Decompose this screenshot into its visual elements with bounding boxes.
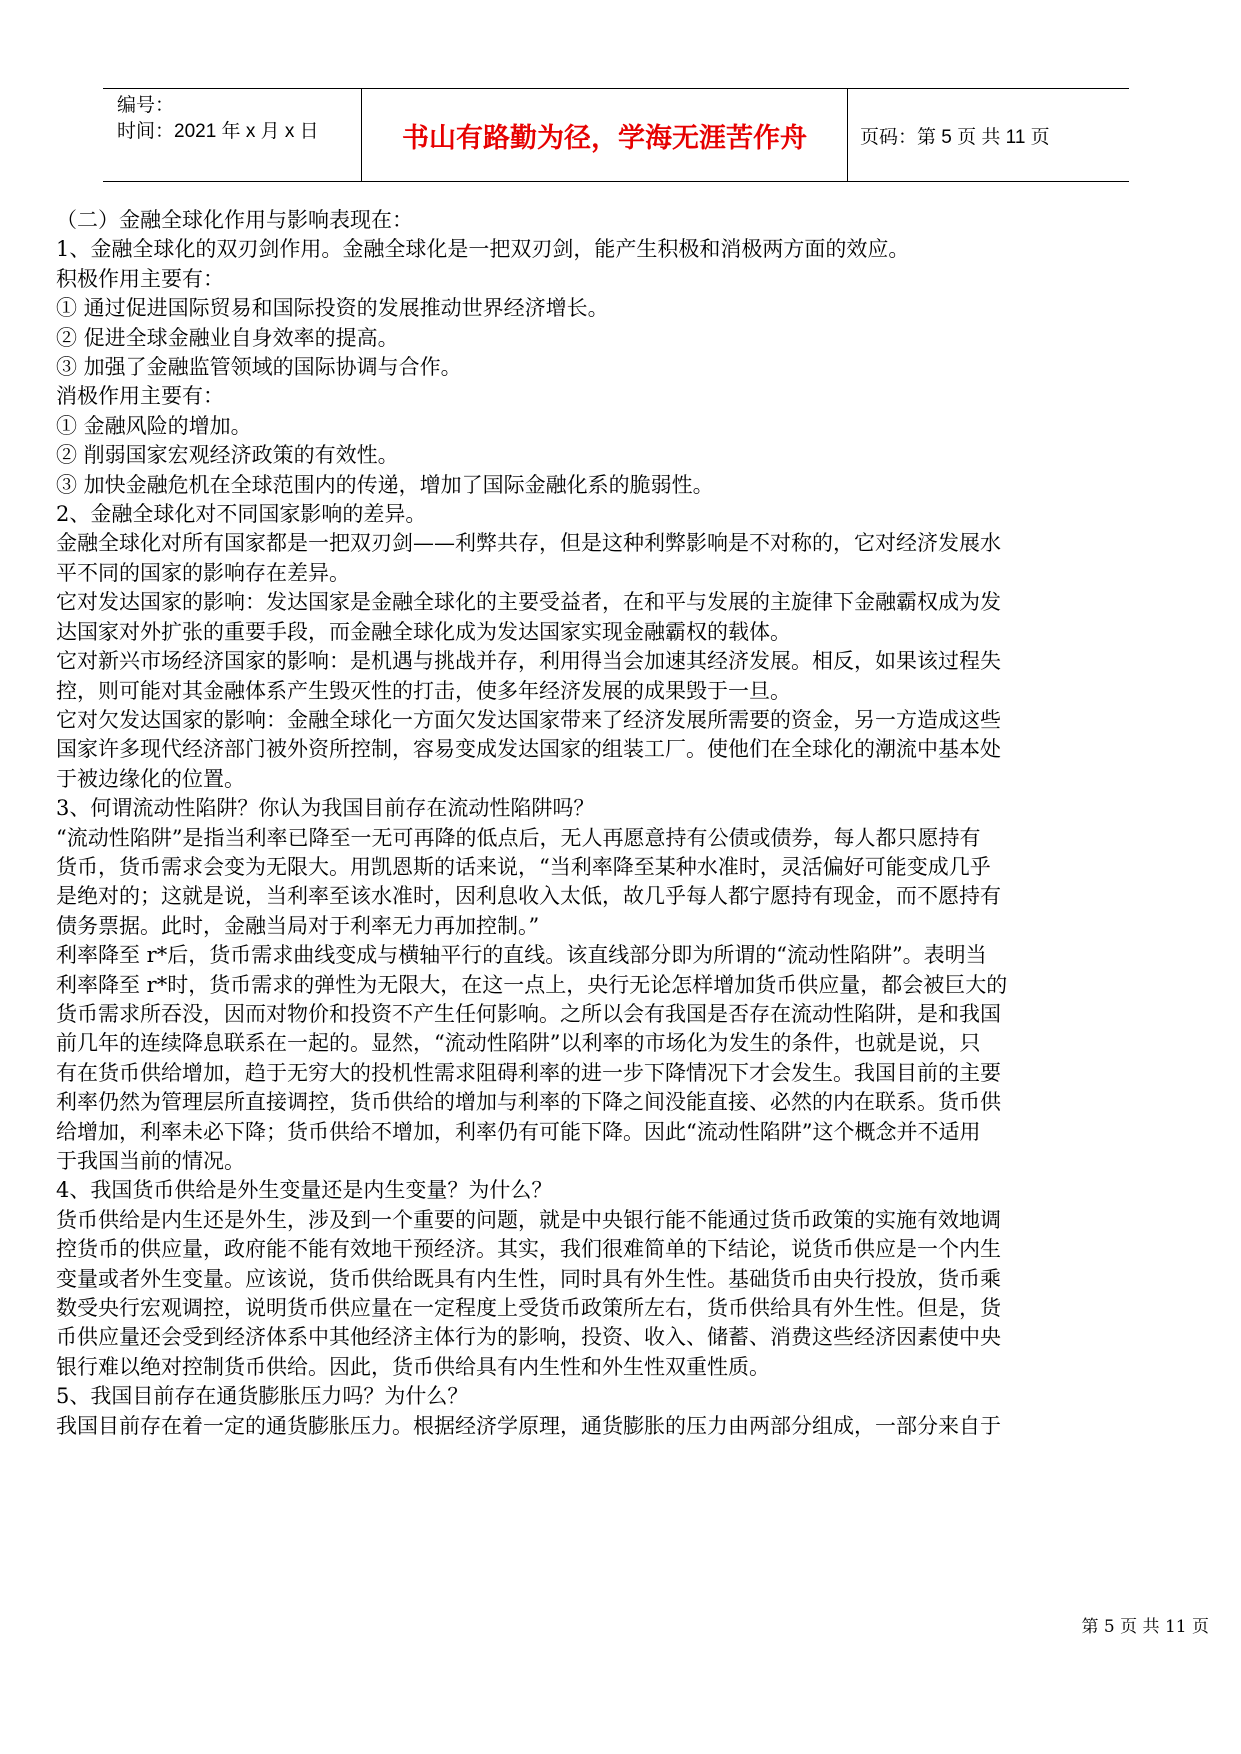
document-time-label: 时间：2021 年 x 月 x 日 (117, 121, 319, 142)
body-text-line: 数受央行宏观调控，说明货币供应量在一定程度上受货币政策所左右，货币供给具有外生性。但是，货 (56, 1296, 1001, 1321)
body-text-line: 前几年的连续降息联系在一起的。显然，“流动性陷阱”以利率的市场化为发生的条件，也就是说，只 (56, 1031, 981, 1056)
header-page-label: 页码：第 5 页 共 11 页 (860, 126, 1050, 148)
body-text-line: （二）金融全球化作用与影响表现在： (56, 208, 413, 232)
document-body (56, 206, 1176, 1441)
body-text-line: 于被边缘化的位置。 (56, 766, 245, 791)
body-text-line: 给增加，利率未必下降；货币供给不增加，利率仍有可能下降。因此“流动性陷阱”这个概念并不适用 (56, 1119, 981, 1144)
body-text-line: 消极作用主要有： (56, 384, 224, 409)
body-text-line: 国家许多现代经济部门被外资所控制，容易变成发达国家的组装工厂。使他们在全球化的潮流中基本处 (56, 737, 1001, 762)
body-text-line: ③ 加快金融危机在全球范围内的传递，增加了国际金融化系的脆弱性。 (56, 472, 714, 497)
document-number-label: 编号： (117, 95, 175, 116)
header-right-cell (848, 89, 1129, 181)
body-text-line: 货币需求所吞没，因而对物价和投资不产生任何影响。之所以会有我国是否存在流动性陷阱，是和我国 (56, 1001, 1001, 1026)
body-text-line: 货币供给是内生还是外生，涉及到一个重要的问题，就是中央银行能不能通过货币政策的实施有效地调 (56, 1207, 1001, 1232)
body-text-line: 利率仍然为管理层所直接调控，货币供给的增加与利率的下降之间没能直接、必然的内在联系。货币供 (56, 1090, 1001, 1115)
body-text-line: 1、金融全球化的双刃剑作用。金融全球化是一把双刃剑，能产生积极和消极两方面的效应。 (56, 237, 910, 262)
body-text-line: 控货币的供应量，政府能不能有效地干预经济。其实，我们很难简单的下结论，说货币供应是一个内生 (56, 1237, 1001, 1262)
header-motto-cell (362, 89, 848, 181)
page-footer: 第 5 页 共 11 页 (1081, 1617, 1209, 1637)
body-text-line: 金融全球化对所有国家都是一把双刃剑——利弊共存，但是这种利弊影响是不对称的，它对经济发展水 (56, 531, 1001, 556)
body-text-line: 币供应量还会受到经济体系中其他经济主体行为的影响，投资、收入、储蓄、消费这些经济因素使中央 (56, 1325, 1001, 1350)
body-text-line: ② 促进全球金融业自身效率的提高。 (56, 325, 399, 350)
body-text-line: 它对发达国家的影响：发达国家是金融全球化的主要受益者，在和平与发展的主旋律下金融霸权成为发 (56, 590, 1001, 615)
body-text-line: 利率降至 r*后，货币需求曲线变成与横轴平行的直线。该直线部分即为所谓的“流动性陷阱”。表明当 (56, 943, 987, 968)
body-text-line: 债务票据。此时，金融当局对于利率无力再加控制。” (56, 913, 540, 938)
body-text-line: 变量或者外生变量。应该说，货币供给既具有内生性，同时具有外生性。基础货币由央行投放，货币乘 (56, 1266, 1001, 1291)
body-text-line: 3、何谓流动性陷阱？你认为我国目前存在流动性陷阱吗？ (56, 796, 595, 821)
body-text-line: 平不同的国家的影响存在差异。 (56, 560, 350, 585)
body-text-line: 我国目前存在着一定的通货膨胀压力。根据经济学原理，通货膨胀的压力由两部分组成，一部分来自于 (56, 1413, 1001, 1438)
body-text-line: 积极作用主要有： (56, 266, 224, 291)
header-left-cell (103, 89, 362, 181)
body-text-line: ③ 加强了金融监管领域的国际协调与合作。 (56, 355, 462, 380)
body-text-line: 2、金融全球化对不同国家影响的差异。 (56, 502, 427, 527)
body-text-line: 是绝对的；这就是说，当利率至该水准时，因利息收入太低，故几乎每人都宁愿持有现金，而不愿持有 (56, 884, 1001, 909)
body-text-line: 它对新兴市场经济国家的影响：是机遇与挑战并存，利用得当会加速其经济发展。相反，如果该过程失 (56, 649, 1001, 674)
body-text-line: 货币，货币需求会变为无限大。用凯恩斯的话来说，“当利率降至某种水准时，灵活偏好可能变成几乎 (56, 854, 991, 879)
body-text-line: “流动性陷阱”是指当利率已降至一无可再降的低点后，无人再愿意持有公债或债券，每人都只愿持有 (56, 825, 981, 850)
body-text-line: ① 金融风险的增加。 (56, 413, 252, 438)
document-header (103, 88, 1129, 182)
body-text-line: 控，则可能对其金融体系产生毁灭性的打击，使多年经济发展的成果毁于一旦。 (56, 678, 791, 703)
body-text-line: ② 削弱国家宏观经济政策的有效性。 (56, 443, 399, 468)
body-text-line: 它对欠发达国家的影响：金融全球化一方面欠发达国家带来了经济发展所需要的资金，另一方造成这些 (56, 707, 1001, 732)
body-text-line: 有在货币供给增加，趋于无穷大的投机性需求阻碍利率的进一步下降情况下才会发生。我国目前的主要 (56, 1060, 1001, 1085)
body-text-line: 达国家对外扩张的重要手段，而金融全球化成为发达国家实现金融霸权的载体。 (56, 619, 791, 644)
body-text-line: ① 通过促进国际贸易和国际投资的发展推动世界经济增长。 (56, 296, 609, 321)
header-motto: 书山有路勤为径，学海无涯苦作舟 (402, 122, 807, 154)
body-text-line: 利率降至 r*时，货币需求的弹性为无限大，在这一点上，央行无论怎样增加货币供应量，都会被巨大的 (56, 972, 1008, 997)
body-text-line: 5、我国目前存在通货膨胀压力吗？为什么？ (56, 1384, 469, 1409)
body-text-line: 银行难以绝对控制货币供给。因此，货币供给具有内生性和外生性双重性质。 (56, 1354, 770, 1379)
body-text-line: 4、我国货币供给是外生变量还是内生变量？为什么？ (56, 1178, 553, 1203)
body-text-line: 于我国当前的情况。 (56, 1149, 245, 1173)
